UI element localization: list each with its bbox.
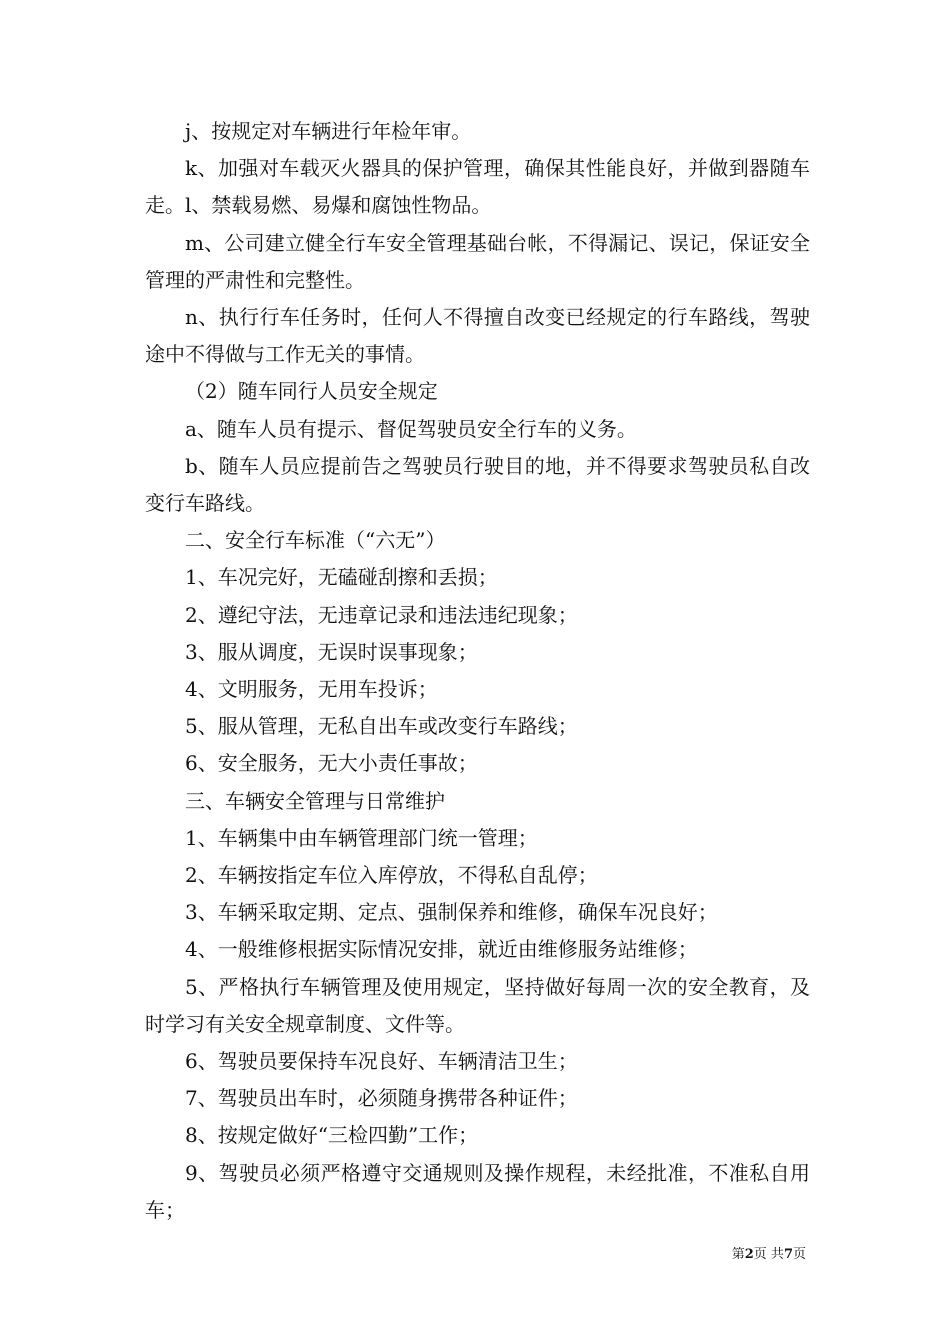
paragraph-k-fire-extinguisher: k、加强对车载灭火器具的保护管理，确保其性能良好，并做到器随车走。l、禁载易燃、易爆和腐蚀性物品。 — [145, 156, 810, 218]
list-item-standard-5: 5、服从管理，无私自出车或改变行车路线； — [185, 714, 578, 739]
list-item-standard-4: 4、文明服务，无用车投诉； — [185, 677, 438, 702]
list-item-maintenance-6: 6、驾驶员要保持车况良好、车辆清洁卫生； — [185, 1049, 578, 1074]
page-number-footer — [732, 1247, 806, 1263]
list-item-maintenance-4: 4、一般维修根据实际情况安排，就近由维修服务站维修； — [185, 937, 698, 962]
footer-current-page: 2 — [744, 1247, 754, 1262]
footer-middle: 页 共 — [753, 1247, 784, 1262]
section-heading-safe-driving-standards: 二、安全行车标准（“六无”） — [185, 528, 446, 553]
list-item-maintenance-5: 5、严格执行车辆管理及使用规定，坚持做好每周一次的安全教育，及时学习有关安全规章制度、文件等。 — [145, 974, 810, 1036]
paragraph-b-passenger-destination: b、随车人员应提前告之驾驶员行驶目的地，并不得要求驾驶员私自改变行车路线。 — [145, 453, 810, 516]
paragraph-a-passenger-duty: a、随车人员有提示、督促驾驶员安全行车的义务。 — [185, 416, 637, 441]
list-item-maintenance-7: 7、驾驶员出车时，必须随身携带各种证件； — [185, 1086, 578, 1111]
document-body — [145, 113, 810, 1229]
footer-total-pages: 7 — [783, 1247, 793, 1262]
list-item-standard-3: 3、服从调度，无误时误事现象； — [185, 639, 478, 664]
footer-prefix: 第 — [731, 1247, 745, 1262]
list-item-maintenance-3: 3、车辆采取定期、定点、强制保养和维修，确保车况良好； — [185, 900, 718, 925]
list-item-standard-2: 2、遵纪守法，无违章记录和违法违纪现象； — [185, 602, 578, 627]
list-item-maintenance-9: 9、驾驶员必须严格遵守交通规则及操作规程，未经批准，不准私自用车； — [145, 1160, 810, 1222]
list-item-maintenance-2: 2、车辆按指定车位入库停放，不得私自乱停； — [185, 863, 598, 888]
footer-suffix: 页 — [792, 1247, 806, 1262]
paragraph-m-safety-ledger: m、公司建立健全行车安全管理基础台帐，不得漏记、误记，保证安全管理的严肃性和完整性。 — [145, 230, 810, 292]
list-item-standard-6: 6、安全服务，无大小责任事故； — [185, 751, 478, 776]
section-heading-passenger-rules: （2）随车同行人员安全规定 — [185, 379, 438, 404]
list-item-maintenance-8: 8、按规定做好“三检四勤”工作； — [185, 1123, 479, 1148]
section-heading-vehicle-maintenance: 三、车辆安全管理与日常维护 — [185, 788, 445, 813]
paragraph-n-route-rule: n、执行行车任务时，任何人不得擅自改变已经规定的行车路线，驾驶途中不得做与工作无关的事情。 — [145, 305, 810, 367]
paragraph-j-annual-inspection: j、按规定对车辆进行年检年审。 — [185, 119, 472, 143]
list-item-maintenance-1: 1、车辆集中由车辆管理部门统一管理； — [185, 825, 538, 850]
list-item-standard-1: 1、车况完好，无磕碰刮擦和丢损； — [185, 565, 498, 590]
